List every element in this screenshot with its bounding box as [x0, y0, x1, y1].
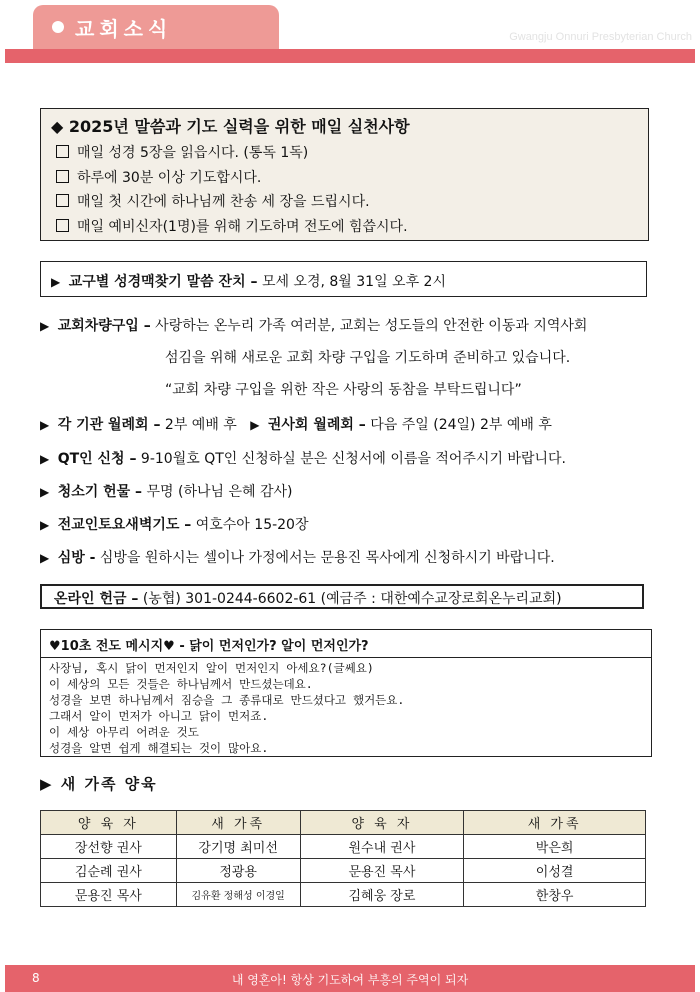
notice-meetings: ▶ 각 기관 월례회 – 2부 예배 후 ▶ 권사회 월례회 – 다음 주일 (24일) 2부 예배 후 — [40, 417, 552, 433]
triangle-bullet-icon: ▶ — [51, 275, 61, 289]
checkbox-icon — [56, 219, 69, 232]
triangle-bullet-icon: ▶ — [40, 485, 50, 499]
daily-practice-title: ◆ 2025년 말씀과 기도 실력을 위한 매일 실천사항 — [51, 117, 410, 136]
notice-qt: ▶ QT인 신청 – 9-10월호 QT인 신청하실 분은 신청서에 이름을 적어주시기 바랍니다. — [40, 451, 566, 467]
notice-vehicle-line2: 섬김을 위해 새로운 교회 차량 구입을 기도하며 준비하고 있습니다. — [165, 350, 571, 366]
triangle-bullet-icon: ▶ — [40, 319, 50, 333]
triangle-bullet-icon: ▶ — [40, 418, 50, 432]
checkbox-icon — [56, 194, 69, 207]
table-row: 김순례 권사 정광용 문용진 목사 이성결 — [41, 859, 646, 883]
table-row: 문용진 목사 김유환 정해성 이경일 김혜웅 장로 한창우 — [41, 883, 646, 907]
church-name: Gwangju Onnuri Presbyterian Church — [509, 31, 692, 43]
page-number: 8 — [32, 971, 40, 985]
event-title: 교구별 성경맥찾기 말씀 잔치 – — [68, 274, 258, 290]
triangle-bullet-icon: ▶ — [40, 518, 50, 532]
triangle-bullet-icon: ▶ — [40, 452, 50, 466]
event-detail: 모세 오경, 8월 31일 오후 2시 — [261, 274, 446, 290]
notice-vehicle-line3: “교회 차량 구입을 위한 작은 사랑의 동참을 부탁드립니다” — [165, 382, 522, 398]
evangelism-message-body: 사장님, 혹시 닭이 먼저인지 알이 먼저인지 아세요?(글쎄요) 이 세상의 모든 것들은 하나님께서 만드셨는데요. 성경을 보면 하나님께서 짐승을 그 종류대로 만드셨다고 했거든요. 그래서 알이 먼저가 아니고 닭이 먼저죠. 이 세상 아무리 어려운 것도 성경을 알면 쉽게 해결되는 것이 많아요. — [49, 661, 405, 755]
table-row: 장선향 권사 강기명 최미선 원수내 권사 박은희 — [41, 835, 646, 859]
practice-item: 하루에 30분 이상 기도합시다. — [56, 166, 408, 191]
daily-practice-list — [56, 141, 408, 239]
evangelism-message-title: ♥10초 전도 메시지♥ - 닭이 먼저인가? 알이 먼저인가? — [49, 639, 369, 654]
checkbox-icon — [56, 145, 69, 158]
notice-visitation: ▶ 심방 - 심방을 원하시는 셀이나 가정에서는 문용진 목사에게 신청하시기 바랍니다. — [40, 550, 555, 566]
page-title: 교회소식 — [75, 17, 173, 41]
account-number: 301-0244-6602-61 — [185, 591, 317, 607]
online-offering-box — [40, 584, 644, 609]
checkbox-icon — [56, 170, 69, 183]
footer-motto: 내 영혼아! 항상 기도하여 부흥의 주역이 되자 — [231, 973, 469, 987]
notice-dawn-prayer: ▶ 전교인토요새벽기도 – 여호수아 15-20장 — [40, 517, 309, 533]
new-family-section-title: ▶ 새 가족 양육 — [40, 775, 158, 793]
new-family-table — [40, 810, 646, 907]
practice-item: 매일 첫 시간에 하나님께 찬송 세 장을 드립시다. — [56, 190, 408, 215]
divider — [41, 657, 651, 658]
header-bar — [5, 49, 695, 63]
evangelism-message-box — [40, 629, 652, 757]
footer-bar — [5, 965, 695, 992]
bullet-dot-icon — [52, 21, 64, 33]
triangle-bullet-icon: ▶ — [40, 551, 50, 565]
notice-cleaning: ▶ 청소기 헌물 – 무명 (하나님 은혜 감사) — [40, 484, 293, 500]
daily-practice-box — [40, 108, 649, 241]
notice-vehicle: ▶ 교회차량구입 – 사랑하는 온누리 가족 여러분, 교회는 성도들의 안전한 이동과 지역사회 — [40, 318, 588, 334]
triangle-bullet-icon: ▶ — [250, 418, 260, 432]
online-offering-line: 온라인 헌금 – (농협) 301-0244-6602-61 (예금주 : 대한예수교장로회온누리교회) — [54, 591, 562, 607]
bible-event-box — [40, 261, 647, 297]
table-header-row: 양 육 자 새 가족 양 육 자 새 가족 — [41, 811, 646, 835]
practice-item: 매일 성경 5장을 읽읍시다. (통독 1독) — [56, 141, 408, 166]
practice-item: 매일 예비신자(1명)를 위해 기도하며 전도에 힘씁시다. — [56, 215, 408, 240]
bible-event-line — [51, 271, 446, 291]
